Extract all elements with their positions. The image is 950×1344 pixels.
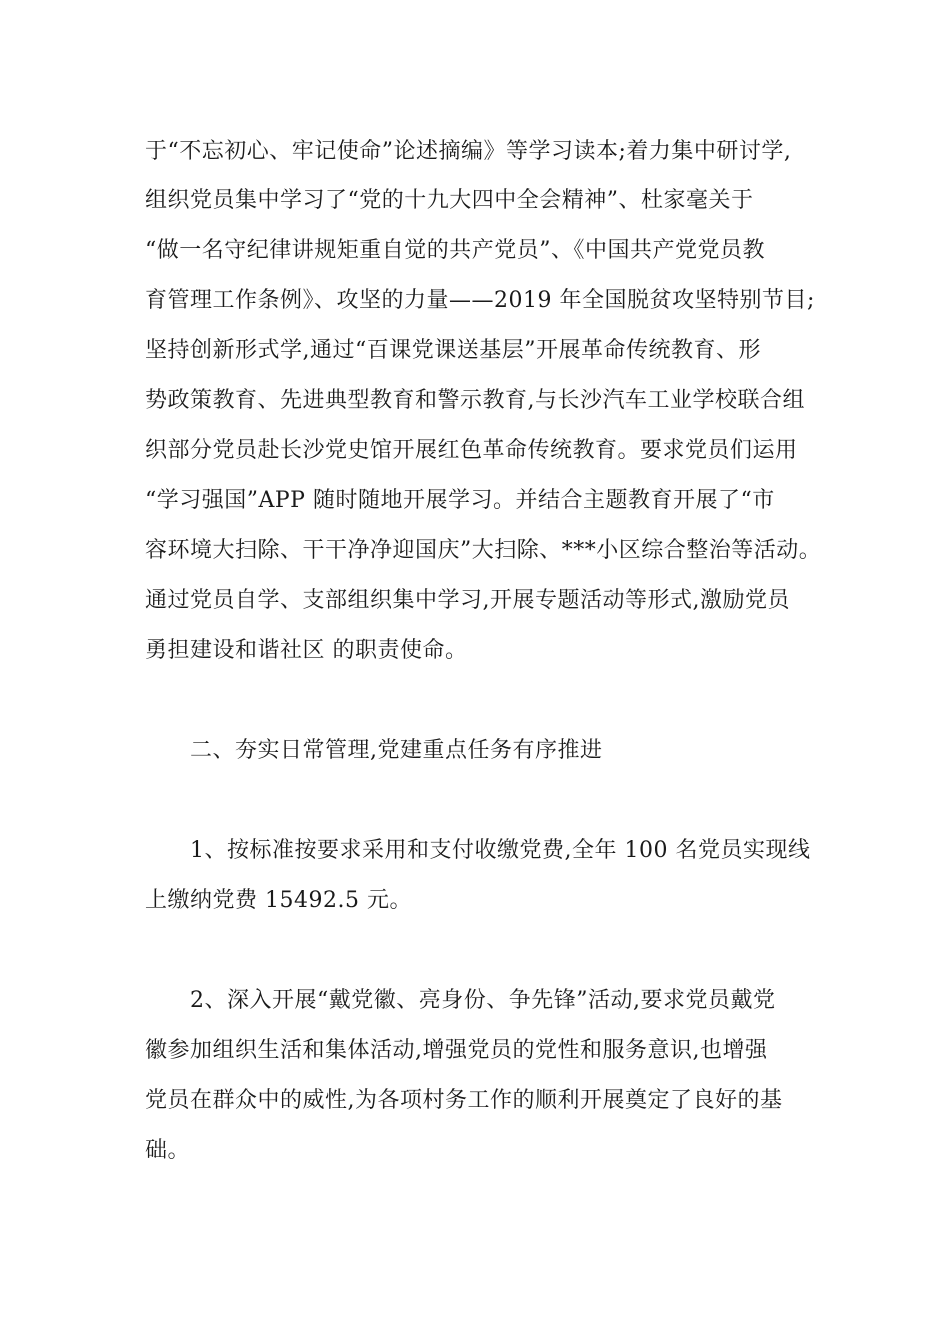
list-item-line: 1、按标准按要求采用和支付收缴党费,全年 100 名党员实现线 xyxy=(190,838,811,863)
paragraph-line: “做一名守纪律讲规矩重自觉的共产党员”、《中国共产党党员教 xyxy=(145,238,765,263)
paragraph-line: 通过党员自学、支部组织集中学习,开展专题活动等形式,激励党员 xyxy=(145,588,790,613)
paragraph-line: 织部分党员赴长沙党史馆开展红色革命传统教育。要求党员们运用 xyxy=(145,438,798,463)
paragraph-line: 容环境大扫除、干干净净迎国庆”大扫除、***小区综合整治等活动。 xyxy=(145,538,822,563)
paragraph-line: 勇担建设和谐社区 的职责使命。 xyxy=(145,638,468,663)
list-item-line: 2、深入开展“戴党徽、亮身份、争先锋”活动,要求党员戴党 xyxy=(190,988,776,1013)
list-item-line: 上缴纳党费 15492.5 元。 xyxy=(145,888,412,913)
paragraph-line: 坚持创新形式学,通过“百课党课送基层”开展革命传统教育、形 xyxy=(145,338,761,363)
paragraph-line: 于“不忘初心、牢记使命”论述摘编》等学习读本;着力集中研讨学, xyxy=(145,139,792,164)
list-item-line: 党员在群众中的威性,为各项村务工作的顺利开展奠定了良好的基 xyxy=(145,1088,783,1113)
list-item-line: 徽参加组织生活和集体活动,增强党员的党性和服务意识,也增强 xyxy=(145,1038,768,1063)
paragraph-line: 育管理工作条例》、攻坚的力量——2019 年全国脱贫攻坚特别节目; xyxy=(145,288,815,313)
paragraph-line: “学习强国”APP 随时随地开展学习。并结合主题教育开展了“市 xyxy=(145,488,775,513)
list-item-line: 础。 xyxy=(145,1138,191,1163)
paragraph-line: 组织党员集中学习了“党的十九大四中全会精神”、杜家毫关于 xyxy=(145,188,754,213)
section-heading: 二、夯实日常管理,党建重点任务有序推进 xyxy=(190,738,603,763)
paragraph-line: 势政策教育、先进典型教育和警示教育,与长沙汽车工业学校联合组 xyxy=(145,388,805,413)
